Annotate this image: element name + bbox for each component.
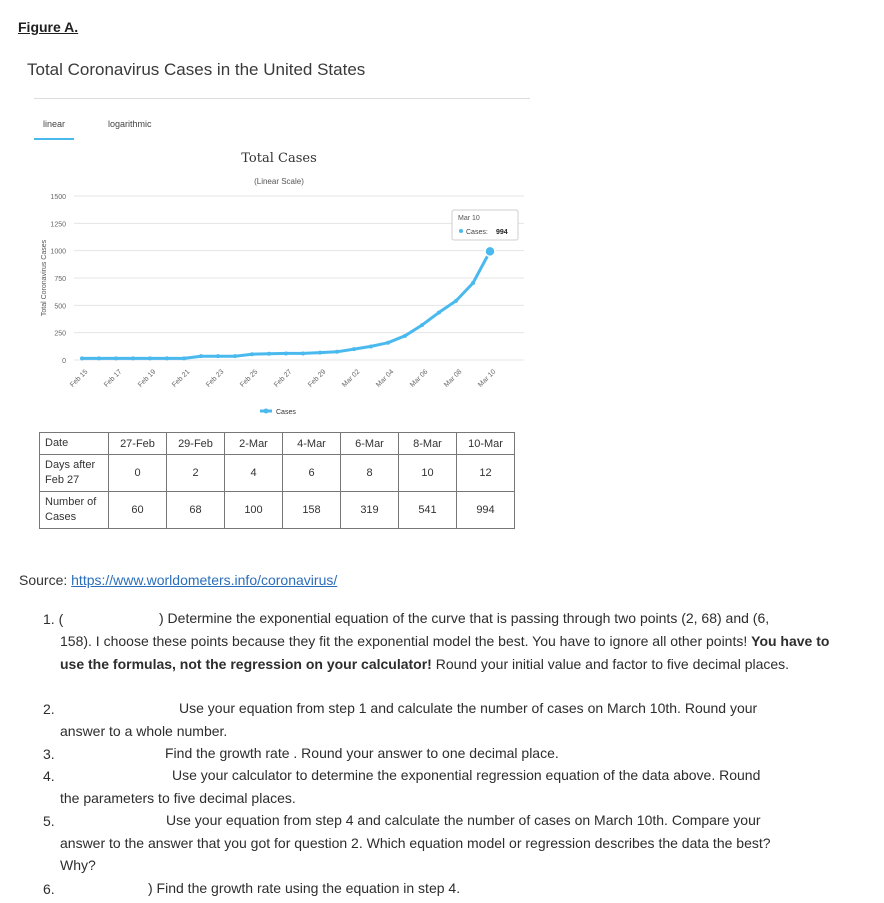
q3-number: 3. (43, 746, 55, 762)
days-cell: 6 (283, 455, 341, 492)
x-tick-label: Feb 19 (137, 368, 158, 389)
data-point (131, 356, 135, 360)
table-row (40, 455, 515, 492)
x-tick-label: Mar 10 (477, 368, 498, 389)
date-cell: 8-Mar (399, 433, 457, 455)
date-cell: 2-Mar (225, 433, 283, 455)
data-point (250, 352, 254, 356)
data-point (403, 334, 407, 338)
data-point (216, 354, 220, 358)
q6-number: 6. (43, 881, 55, 897)
data-point (318, 351, 322, 355)
cases-cell: 68 (167, 492, 225, 529)
row-header-days-text: Days after Feb 27 (45, 459, 96, 486)
data-point (233, 354, 237, 358)
q4-line-b: the parameters to five decimal places. (60, 790, 296, 806)
tooltip-label: Cases: (466, 229, 488, 236)
cases-cell: 541 (399, 492, 457, 529)
q1-number: 1. ( (43, 611, 64, 627)
data-point (284, 351, 288, 355)
data-point (437, 310, 441, 314)
q5-line-a: Use your equation from step 4 and calculate the number of cases on March 10th. Compare your (166, 812, 761, 828)
q5-line-b: answer to the answer that you got for question 2. Which equation model or regression describes the data the best? (60, 835, 771, 851)
line-chart (34, 98, 530, 420)
data-point (97, 356, 101, 360)
data-point (335, 350, 339, 354)
cases-cell: 100 (225, 492, 283, 529)
tooltip-marker (459, 229, 463, 233)
figure-label: Figure A. (18, 19, 79, 35)
legend-marker (264, 409, 269, 414)
table-row (40, 492, 515, 529)
data-point (199, 354, 203, 358)
days-cell: 4 (225, 455, 283, 492)
tooltip-date: Mar 10 (458, 215, 480, 222)
y-tick-label: 1000 (50, 248, 66, 256)
x-tick-label: Feb 27 (273, 368, 294, 389)
data-point (301, 351, 305, 355)
x-tick-label: Mar 06 (409, 368, 430, 389)
data-point (114, 356, 118, 360)
highlight-point (485, 246, 495, 256)
q2-line-a: Use your equation from step 1 and calculate the number of cases on March 10th. Round your (179, 700, 758, 716)
date-cell: 6-Mar (341, 433, 399, 455)
date-cell: 10-Mar (457, 433, 515, 455)
data-table (39, 432, 515, 529)
q6-line-a: ) Find the growth rate using the equation in step 4. (148, 880, 461, 896)
data-point (454, 299, 458, 303)
data-point (267, 352, 271, 356)
row-header-date: Date (40, 433, 109, 455)
q3-line-a: Find the growth rate . Round your answer to one decimal place. (165, 745, 559, 761)
q1-body (60, 630, 830, 675)
cases-cell: 158 (283, 492, 341, 529)
days-cell: 10 (399, 455, 457, 492)
y-tick-label: 1500 (50, 194, 66, 201)
days-cell: 2 (167, 455, 225, 492)
q1-line-c: Round your initial value and factor to five decimal places. (435, 655, 790, 672)
y-tick-label: 250 (54, 330, 66, 338)
y-tick-label: 1250 (50, 221, 66, 229)
q5-line-c: Why? (60, 857, 96, 873)
q2-number: 2. (43, 701, 55, 717)
chart-container (34, 98, 530, 420)
chart-title: Total Cases (241, 151, 317, 166)
data-point (80, 356, 84, 360)
y-axis-label: Total Coronavirus Cases (41, 239, 48, 317)
source-label: Source: (19, 572, 68, 588)
q4-line-a: Use your calculator to determine the exponential regression equation of the data above. Round (172, 767, 761, 783)
x-tick-label: Mar 04 (375, 368, 396, 389)
figure-title: Total Coronavirus Cases in the United States (27, 60, 366, 79)
x-tick-label: Mar 02 (341, 368, 362, 389)
q4-number: 4. (43, 768, 55, 784)
y-tick-label: 750 (54, 276, 66, 283)
data-point (386, 341, 390, 345)
x-tick-label: Feb 17 (103, 368, 124, 389)
x-tick-label: Feb 25 (239, 368, 260, 389)
days-cell: 0 (109, 455, 167, 492)
data-point (420, 323, 424, 327)
data-point (352, 347, 356, 351)
cases-cell: 319 (341, 492, 399, 529)
data-point (182, 356, 186, 360)
data-point (165, 356, 169, 360)
legend-label: Cases (276, 409, 296, 416)
tab-logarithmic[interactable]: logarithmic (108, 119, 152, 129)
cases-cell: 994 (457, 492, 515, 529)
q1-line-b: 158). I choose these points because they fit the exponential model the best. You have to ignore all other points! (60, 633, 748, 649)
source-link[interactable]: https://www.worldometers.info/coronavirus/ (71, 572, 338, 588)
row-header-cases: Number of Cases (40, 492, 109, 529)
data-point (369, 344, 373, 348)
x-tick-label: Mar 08 (443, 368, 464, 389)
days-cell: 12 (457, 455, 515, 492)
chart-subtitle: (Linear Scale) (254, 177, 304, 186)
date-cell: 27-Feb (109, 433, 167, 455)
source-line (19, 572, 337, 588)
x-tick-label: Feb 21 (171, 368, 192, 389)
q1-bold: You have to use the formulas, not the regression on your calculator! (60, 633, 830, 672)
table-row (40, 433, 515, 455)
y-tick-label: 500 (54, 303, 66, 311)
date-cell: 4-Mar (283, 433, 341, 455)
y-tick-label: 0 (62, 358, 66, 365)
days-cell: 8 (341, 455, 399, 492)
tooltip-value: 994 (496, 229, 508, 236)
data-point (471, 281, 475, 285)
data-point (148, 356, 152, 360)
date-cell: 29-Feb (167, 433, 225, 455)
x-tick-label: Feb 29 (307, 368, 328, 389)
q1-line-a: ) Determine the exponential equation of the curve that is passing through two points (2, 68) and (6, (159, 610, 770, 626)
q2-line-b: answer to a whole number. (60, 723, 228, 739)
cases-cell: 60 (109, 492, 167, 529)
x-tick-label: Feb 23 (205, 368, 226, 389)
q5-number: 5. (43, 813, 55, 829)
row-header-days (40, 455, 109, 492)
x-tick-label: Feb 15 (69, 368, 90, 389)
tab-linear[interactable]: linear (34, 119, 74, 140)
